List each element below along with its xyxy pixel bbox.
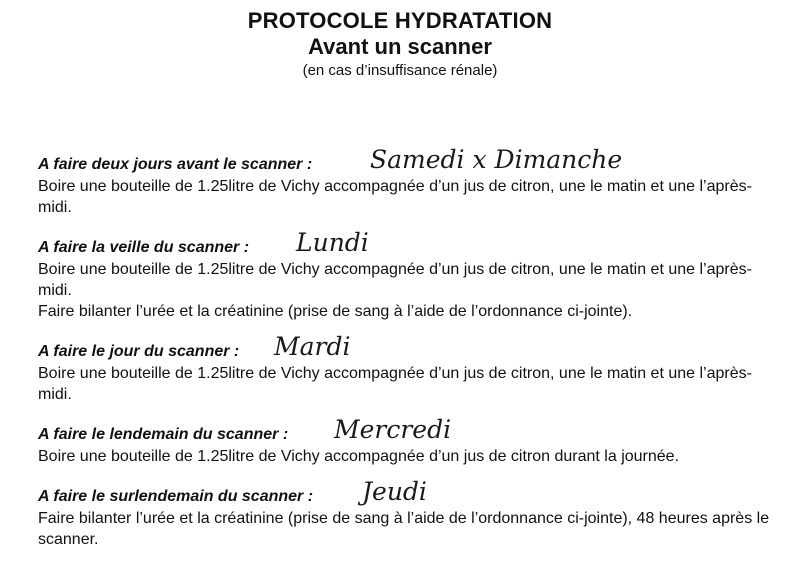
section-heading-line	[38, 228, 778, 259]
section-line: Boire une bouteille de 1.25litre de Vichy accompagnée d’un jus de citron durant la journée.	[38, 448, 680, 465]
handwritten-day: Lundi	[296, 228, 369, 257]
section-line: Faire bilanter l’urée et la créatinine (prise de sang à l’aide de l’ordonnance ci-jointe), 48 heures après le scanner.	[38, 510, 770, 548]
section-heading: A faire la veille du scanner :	[38, 239, 250, 256]
section-body	[38, 508, 778, 550]
section-heading-line	[38, 145, 778, 176]
section-body	[38, 446, 778, 467]
handwritten-day: Mercredi	[334, 415, 452, 444]
section-two-days-after	[38, 477, 778, 550]
section-body	[38, 363, 778, 405]
section-day-after	[38, 415, 778, 467]
document-header	[0, 8, 800, 81]
handwritten-day: Samedi x Dimanche	[370, 145, 623, 174]
section-heading: A faire le lendemain du scanner :	[38, 426, 289, 443]
section-heading-line	[38, 415, 778, 446]
section-line: Boire une bouteille de 1.25litre de Vichy accompagnée d’un jus de citron, une le matin et une l’après-midi.	[38, 261, 752, 299]
section-heading: A faire le surlendemain du scanner :	[38, 488, 314, 505]
protocol-sections	[38, 145, 778, 563]
handwritten-day: Jeudi	[362, 477, 427, 506]
page-note: (en cas d’insuffisance rénale)	[302, 62, 498, 79]
section-line: Boire une bouteille de 1.25litre de Vichy accompagnée d’un jus de citron, une le matin et une l’après-midi.	[38, 365, 752, 403]
section-heading: A faire le jour du scanner :	[38, 343, 240, 360]
section-heading-line	[38, 332, 778, 363]
section-heading-line	[38, 477, 778, 508]
section-day-before	[38, 228, 778, 322]
page-subtitle: Avant un scanner	[308, 34, 492, 59]
page-title: PROTOCOLE HYDRATATION	[247, 8, 553, 33]
section-body	[38, 259, 778, 322]
section-line: Faire bilanter l’urée et la créatinine (prise de sang à l’aide de l’ordonnance ci-jointe).	[38, 303, 633, 320]
section-two-days-before	[38, 145, 778, 218]
handwritten-day: Mardi	[274, 332, 351, 361]
section-heading: A faire deux jours avant le scanner :	[38, 156, 313, 173]
section-scan-day	[38, 332, 778, 405]
section-body	[38, 176, 778, 218]
section-line: Boire une bouteille de 1.25litre de Vichy accompagnée d’un jus de citron, une le matin et une l’après-midi.	[38, 178, 752, 216]
